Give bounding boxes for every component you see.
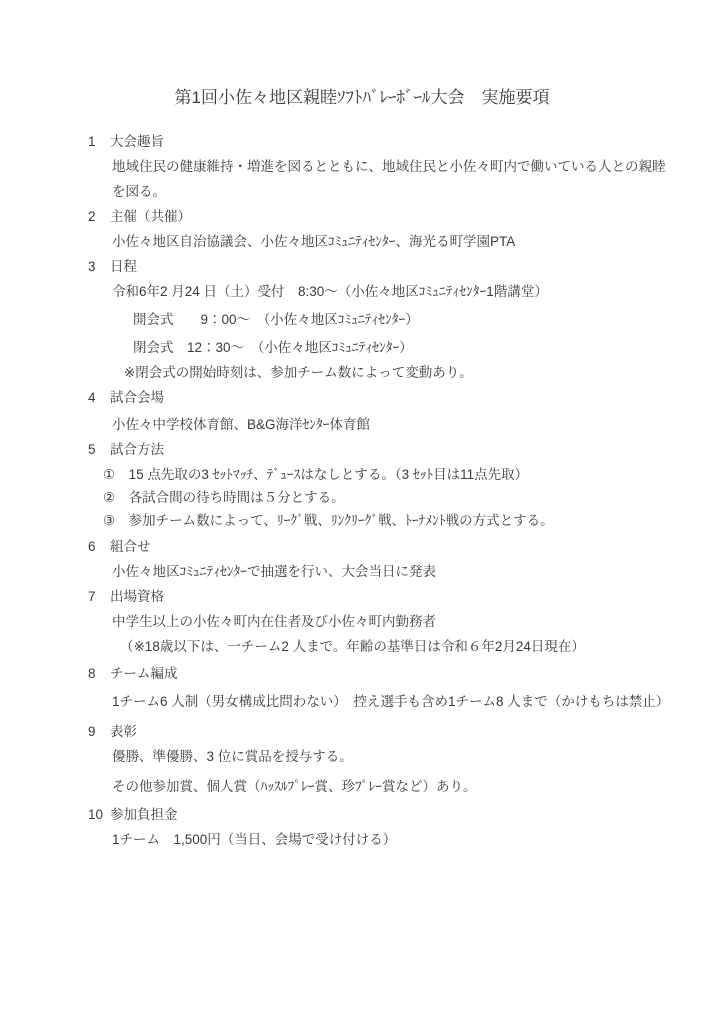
section-heading-label: 主催（共催） <box>110 209 191 224</box>
section-number: 4 <box>88 390 96 405</box>
section-number: 7 <box>88 589 96 604</box>
section-heading-label: 試合会場 <box>110 390 164 405</box>
text-line-body: 小佐々中学校体育館、B&G海洋ｾﾝﾀｰ体育館 <box>112 417 371 432</box>
section-heading <box>0 132 724 152</box>
text-line-sub: 閉会式 12：30～ （小佐々地区ｺﾐｭﾆﾃｨｾﾝﾀｰ） <box>133 340 413 355</box>
section-heading-label: 出場資格 <box>110 589 164 604</box>
section-number: 5 <box>88 442 96 457</box>
section <box>0 207 724 252</box>
section-heading-label: 組合せ <box>110 539 151 554</box>
section-heading <box>0 805 724 825</box>
text-line-body: 地域住民の健康維持・増進を図るとともに、地域住民と小佐々町内で働いている人との親睦 <box>112 159 666 174</box>
section-heading <box>0 722 724 742</box>
section-heading-label: チーム編成 <box>110 666 178 681</box>
section <box>0 440 724 531</box>
text-line-paren: （※18歳以下は、一チーム2 人まで。年齢の基準日は令和６年2月24日現在） <box>120 639 585 654</box>
section-heading <box>0 664 724 684</box>
text-line-body: 令和6年2 月24 日（土）受付 8:30～（小佐々地区ｺﾐｭﾆﾃｨｾﾝﾀｰ1階講堂） <box>112 284 548 299</box>
text-line-circle: ② 各試合間の待ち時間は５分とする。 <box>103 490 345 505</box>
text-line-note: ※閉会式の開始時刻は、参加チーム数によって変動あり。 <box>124 365 473 380</box>
section <box>0 805 724 850</box>
section <box>0 257 724 383</box>
section-heading <box>0 537 724 557</box>
section-heading-label: 参加負担金 <box>110 807 178 822</box>
text-line-body: 1チーム6 人制（男女構成比問わない） 控え選手も含め1チーム8 人まで（かけもちは禁止） <box>112 694 670 709</box>
text-line-body: 小佐々地区ｺﾐｭﾆﾃｨｾﾝﾀｰで抽選を行い、大会当日に発表 <box>112 564 436 579</box>
section <box>0 587 724 657</box>
section-heading <box>0 388 724 408</box>
section-number: 3 <box>88 259 96 274</box>
section <box>0 132 724 202</box>
text-line-body: その他参加賞、個人賞（ﾊｯｽﾙﾌﾟﾚｰ賞、珍ﾌﾟﾚｰ賞など）あり。 <box>112 779 477 794</box>
text-line-circle: ③ 参加チーム数によって、ﾘｰｸﾞ戦、ﾘﾝｸﾘｰｸﾞ戦、ﾄｰﾅﾒﾝﾄ戦の方式とする。 <box>103 513 554 528</box>
sections-container <box>0 132 724 850</box>
section-heading-label: 日程 <box>110 259 137 274</box>
section-heading-label: 表彰 <box>110 724 137 739</box>
section-heading-label: 試合方法 <box>110 442 164 457</box>
document-title: 第1回小佐々地区親睦ｿﾌﾄﾊﾞﾚｰﾎﾞｰﾙ大会 実施要項 <box>174 88 550 107</box>
text-line-circle: ① 15 点先取の3 ｾｯﾄﾏｯﾁ、ﾃﾞｭｰｽはなしとする。（3 ｾｯﾄ目は11点先取） <box>103 467 529 482</box>
text-line-body: 優勝、準優勝、3 位に賞品を授与する。 <box>112 749 353 764</box>
section-number: 1 <box>88 134 96 149</box>
section <box>0 722 724 797</box>
section-number: 8 <box>88 666 96 681</box>
section-heading-label: 大会趣旨 <box>110 134 164 149</box>
section-number: 10 <box>88 807 104 822</box>
section <box>0 537 724 582</box>
section-heading <box>0 587 724 607</box>
text-line-body: 中学生以上の小佐々町内在住者及び小佐々町内勤務者 <box>112 614 436 629</box>
section-heading <box>0 440 724 460</box>
text-line-body: 小佐々地区自治協議会、小佐々地区ｺﾐｭﾆﾃｨｾﾝﾀｰ、海光る町学園PTA <box>112 234 516 249</box>
section <box>0 664 724 712</box>
section-heading <box>0 207 724 227</box>
section-heading <box>0 257 724 277</box>
section-number: 9 <box>88 724 96 739</box>
text-line-body: を図る。 <box>112 184 166 199</box>
text-line-sub: 開会式 9：00～ （小佐々地区ｺﾐｭﾆﾃｨｾﾝﾀｰ） <box>133 312 419 327</box>
section-number: 6 <box>88 539 96 554</box>
section <box>0 388 724 435</box>
section-number: 2 <box>88 209 96 224</box>
text-line-body: 1チーム 1,500円（当日、会場で受け付ける） <box>112 832 397 847</box>
